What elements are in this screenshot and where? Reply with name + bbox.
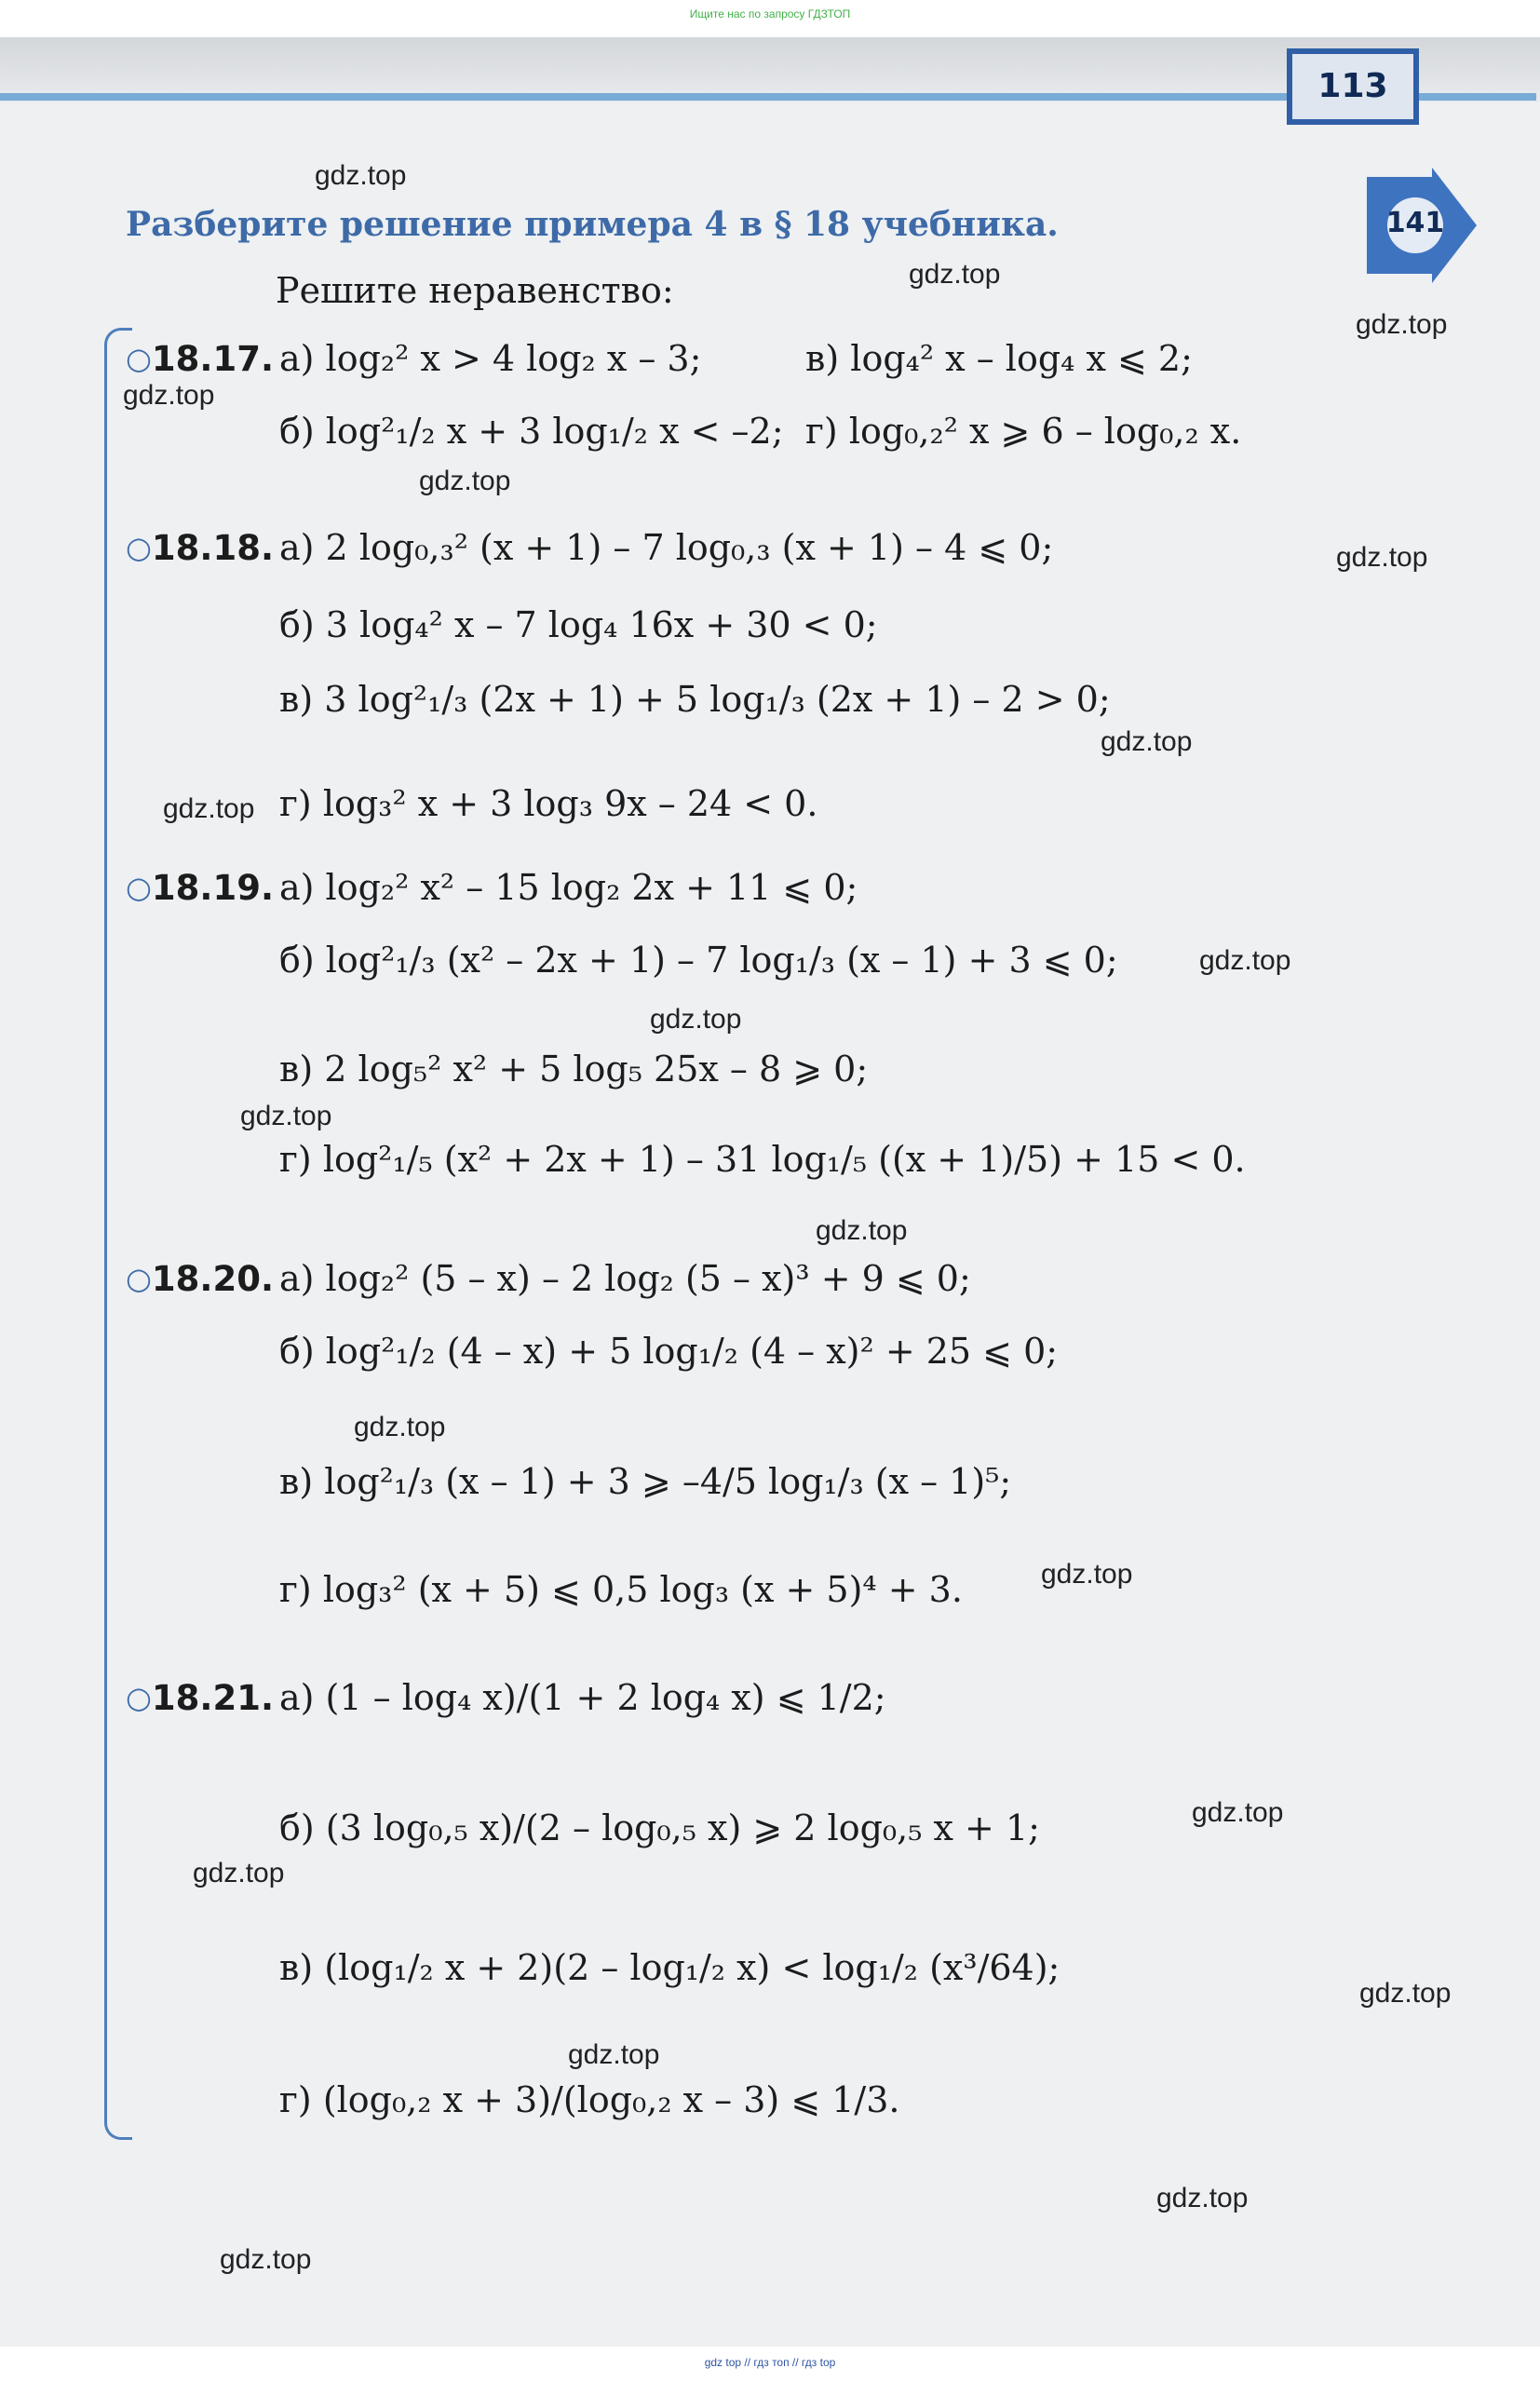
watermark: gdz.top bbox=[816, 1215, 908, 1246]
difficulty-circle-icon: ○ bbox=[126, 1261, 152, 1296]
problem-item: г) log₃² x + 3 log₃ 9x – 24 < 0. bbox=[279, 783, 818, 824]
problem-item: б) (3 log₀,₅ x)/(2 – log₀,₅ x) ⩾ 2 log₀,₅ x + 1; bbox=[279, 1807, 1040, 1848]
top-note: Ищите нас по запросу ГДЗТОП bbox=[689, 7, 851, 20]
problem-item: в) 2 log₅² x² + 5 log₅ 25x – 8 ⩾ 0; bbox=[279, 1049, 869, 1089]
watermark: gdz.top bbox=[1336, 542, 1428, 573]
watermark: gdz.top bbox=[240, 1101, 332, 1131]
problem-number: 18.20. bbox=[151, 1259, 275, 1299]
problem-item: б) 3 log₄² x – 7 log₄ 16x + 30 < 0; bbox=[279, 604, 878, 645]
watermark: gdz.top bbox=[1192, 1797, 1284, 1828]
problem-18-19 bbox=[126, 866, 274, 911]
problem-number: 18.17. bbox=[151, 339, 275, 379]
section-reference-badge bbox=[1367, 168, 1479, 289]
problem-item: г) (log₀,₂ x + 3)/(log₀,₂ x – 3) ⩽ 1/3. bbox=[279, 2079, 900, 2120]
watermark: gdz.top bbox=[650, 1004, 742, 1035]
problem-number: 18.21. bbox=[151, 1678, 275, 1718]
section-reference-number: 141 bbox=[1385, 207, 1445, 239]
problem-18-21 bbox=[126, 1676, 274, 1721]
watermark: gdz.top bbox=[123, 380, 215, 411]
problem-18-18 bbox=[126, 526, 274, 571]
page-background bbox=[0, 37, 1540, 2347]
watermark: gdz.top bbox=[220, 2244, 312, 2275]
problem-number: 18.18. bbox=[151, 528, 275, 568]
watermark: gdz.top bbox=[568, 2039, 660, 2070]
watermark: gdz.top bbox=[1156, 2183, 1249, 2213]
watermark: gdz.top bbox=[1041, 1559, 1133, 1590]
problem-item: г) log₃² (x + 5) ⩽ 0,5 log₃ (x + 5)⁴ + 3. bbox=[279, 1569, 963, 1610]
problem-18-20 bbox=[126, 1257, 274, 1302]
problem-item: а) log₂² x > 4 log₂ x – 3; bbox=[279, 338, 702, 379]
problem-item: б) log²₁/₂ x + 3 log₁/₂ x < –2; bbox=[279, 411, 784, 452]
task-subtitle: Решите неравенство: bbox=[276, 270, 674, 311]
watermark: gdz.top bbox=[1101, 726, 1193, 757]
problem-item: в) 3 log²₁/₃ (2x + 1) + 5 log₁/₃ (2x + 1) – 2 > 0; bbox=[279, 679, 1111, 720]
watermark: gdz.top bbox=[163, 793, 255, 824]
watermark: gdz.top bbox=[193, 1858, 285, 1888]
problem-item: в) log²₁/₃ (x – 1) + 3 ⩾ –4/5 log₁/₃ (x – 1)⁵; bbox=[279, 1461, 1012, 1502]
problem-item: б) log²₁/₃ (x² – 2x + 1) – 7 log₁/₃ (x – 1) + 3 ⩽ 0; bbox=[279, 940, 1118, 981]
problem-item: а) 2 log₀,₃² (x + 1) – 7 log₀,₃ (x + 1) – 4 ⩽ 0; bbox=[279, 527, 1054, 568]
watermark: gdz.top bbox=[909, 259, 1001, 290]
problem-item: а) log₂² (5 – x) – 2 log₂ (5 – x)³ + 9 ⩽ 0; bbox=[279, 1258, 971, 1299]
difficulty-circle-icon: ○ bbox=[126, 870, 152, 905]
problem-group-bracket bbox=[104, 328, 132, 2140]
problem-number: 18.19. bbox=[151, 868, 275, 908]
watermark: gdz.top bbox=[354, 1412, 446, 1442]
intro-heading: Разберите решение примера 4 в § 18 учебника. bbox=[126, 205, 1059, 244]
problem-item: в) (log₁/₂ x + 2)(2 – log₁/₂ x) < log₁/₂ (x³/64); bbox=[279, 1947, 1060, 1988]
problem-18-17 bbox=[126, 337, 274, 382]
watermark: gdz.top bbox=[1199, 945, 1291, 976]
watermark: gdz.top bbox=[419, 466, 511, 496]
watermark: gdz.top bbox=[1356, 309, 1448, 340]
bottom-note: gdz top // гдз топ // гдз top bbox=[704, 2356, 836, 2369]
problem-item: а) (1 – log₄ x)/(1 + 2 log₄ x) ⩽ 1/2; bbox=[279, 1677, 886, 1718]
problem-item: г) log₀,₂² x ⩾ 6 – log₀,₂ x. bbox=[805, 411, 1242, 452]
problem-item: б) log²₁/₂ (4 – x) + 5 log₁/₂ (4 – x)² + 25 ⩽ 0; bbox=[279, 1331, 1059, 1372]
problem-item: г) log²₁/₅ (x² + 2x + 1) – 31 log₁/₅ ((x + 1)/5) + 15 < 0. bbox=[279, 1139, 1246, 1180]
difficulty-circle-icon: ○ bbox=[126, 1680, 152, 1715]
watermark: gdz.top bbox=[315, 160, 407, 191]
problem-item: в) log₄² x – log₄ x ⩽ 2; bbox=[805, 338, 1193, 379]
problem-item: а) log₂² x² – 15 log₂ 2x + 11 ⩽ 0; bbox=[279, 867, 858, 908]
watermark: gdz.top bbox=[1359, 1978, 1452, 2009]
difficulty-circle-icon: ○ bbox=[126, 341, 152, 376]
difficulty-circle-icon: ○ bbox=[126, 530, 152, 565]
page-number: 113 bbox=[1287, 48, 1419, 125]
